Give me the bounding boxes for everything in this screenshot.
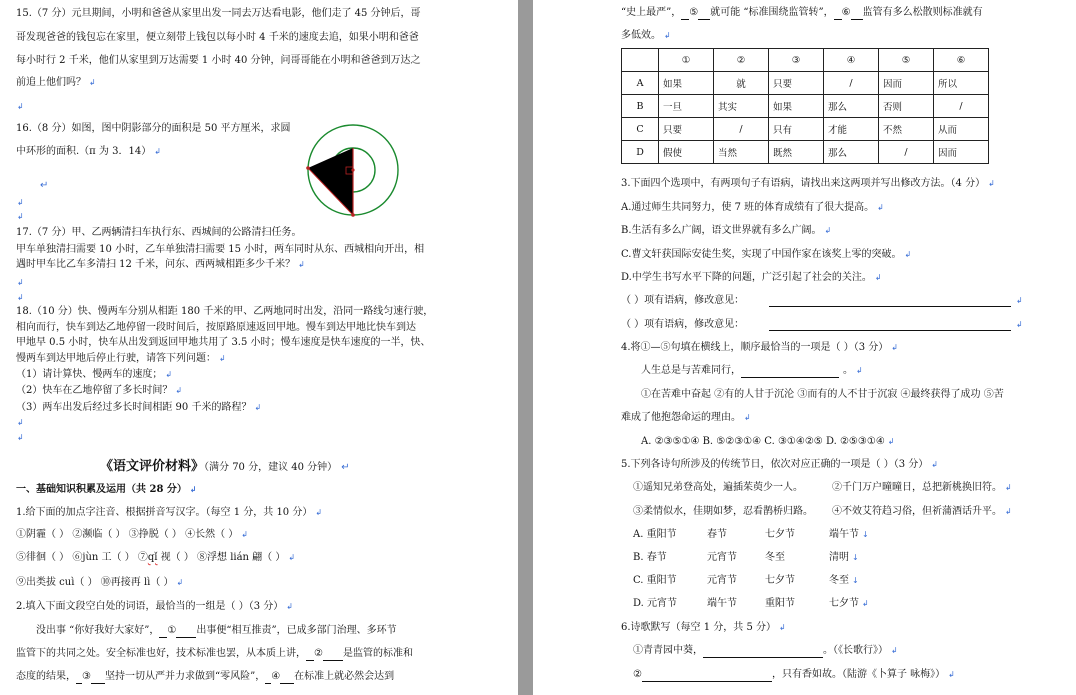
q2-line-1-b: 出事便“相互推责”，已成多部门治理、多环节 bbox=[196, 625, 397, 636]
q1-row-2-a: ⑤徘徊（ ） ⑥jùn 工（ ） ⑦ bbox=[16, 552, 148, 563]
paragraph-mark-icon: ↲ bbox=[17, 198, 24, 207]
paragraph-mark-icon: ↲ bbox=[288, 553, 296, 562]
table-cell: 只有 bbox=[769, 118, 824, 141]
paragraph-mark-icon: ↲ bbox=[664, 31, 671, 40]
q18-line-4 bbox=[16, 352, 226, 366]
blank-number-4: ④ bbox=[271, 671, 281, 682]
table-cell: 那么 bbox=[824, 95, 879, 118]
q6-line-1-b: 。（《长歌行》） bbox=[823, 645, 888, 656]
q5-choice-d-col2: 端午节 bbox=[707, 598, 737, 609]
q15-line-1: 15.（7 分）元旦期间，小明和爸爸从家里出发一同去万达看电影，他们走了 45 分钟后，哥 bbox=[16, 8, 421, 19]
q1-stem bbox=[16, 506, 322, 520]
blank[interactable] bbox=[851, 8, 863, 20]
q1-row-3-text: ⑨出类拔 cuì（ ） ⑩再接再 lì（ ） bbox=[16, 577, 174, 588]
q3-fix-line-2: （ ）项有语病，修改意见： bbox=[621, 319, 745, 330]
paragraph-mark-icon: ↲ bbox=[948, 670, 955, 679]
paragraph-mark-icon: ↲ bbox=[862, 599, 869, 608]
q6-line-1 bbox=[633, 644, 898, 658]
q17-line-1: 17.（7 分）甲、乙两辆清扫车执行东、西城间的公路清扫任务。 bbox=[16, 227, 302, 238]
q18-line-3: 甲地早 0.5 小时，快车从出发到返回甲地共用了 3.5 小时；慢车速度是快车速度的一半，快、 bbox=[16, 337, 431, 348]
q5-choice-c-col4-text: 冬至 bbox=[829, 575, 849, 586]
table-cell: A bbox=[622, 72, 659, 95]
table-cell: ④ bbox=[824, 49, 879, 72]
q5-choice-d-col4-text: 七夕节 bbox=[829, 598, 859, 609]
q3-stem bbox=[621, 177, 995, 191]
table-cell: / bbox=[824, 72, 879, 95]
q5-choice-b-col2: 元宵节 bbox=[707, 552, 737, 563]
q6-stem-text: 6.诗歌默写（每空 1 分，共 5 分） bbox=[621, 622, 776, 633]
q2-line-1 bbox=[36, 624, 397, 638]
paragraph-mark-icon: ↲ bbox=[165, 370, 173, 379]
q4-line bbox=[641, 364, 863, 378]
q4-stem-text: 4.将①—⑤句填在横线上，顺序最恰当的一项是（ ）（3 分） bbox=[621, 342, 889, 353]
q2-options-table bbox=[621, 48, 989, 164]
blank-number-1: ① bbox=[167, 625, 177, 636]
q2-cont-line-2-text: 多低效。 bbox=[621, 30, 661, 41]
paragraph-mark-icon: ↲ bbox=[1016, 296, 1023, 305]
q5-choice-a-col1: A. 重阳节 bbox=[633, 529, 677, 540]
paragraph-mark-icon: ↲ bbox=[219, 354, 226, 363]
table-header-row bbox=[622, 49, 989, 72]
table-cell: D bbox=[622, 141, 659, 164]
point-left bbox=[306, 166, 310, 170]
answer-line[interactable] bbox=[769, 330, 1011, 331]
table-cell: ② bbox=[714, 49, 769, 72]
q1-row-2 bbox=[16, 551, 295, 565]
paragraph-mark-icon: ↲ bbox=[17, 418, 24, 427]
q5-poem-4-text: ④不效艾符趋习俗，但祈蒲酒话升平。 bbox=[832, 506, 1002, 517]
q4-sentences-2-text: 难成了他抱怨命运的理由。 bbox=[621, 412, 741, 423]
q4-stem bbox=[621, 341, 898, 355]
q18-line-6-text: （2）快车在乙地停留了多长时间？ bbox=[16, 385, 173, 396]
table-row bbox=[622, 141, 989, 164]
blank[interactable] bbox=[176, 626, 196, 638]
paragraph-mark-icon: ↲ bbox=[298, 260, 305, 269]
table-row bbox=[622, 95, 989, 118]
paragraph-mark-icon: ↲ bbox=[315, 508, 323, 517]
shaded-triangle bbox=[308, 148, 353, 215]
paragraph-mark-icon: ↲ bbox=[254, 403, 262, 412]
table-cell: 才能 bbox=[824, 118, 879, 141]
paragraph-mark-icon: ↓ bbox=[862, 530, 869, 539]
q4-sentences-1: ①在苦难中奋起 ②有的人甘于沉沦 ③而有的人不甘于沉寂 ④最终获得了成功 ⑤苦 bbox=[641, 389, 1004, 400]
paragraph-mark-icon: ↲ bbox=[17, 433, 24, 442]
table-cell: 当然 bbox=[714, 141, 769, 164]
q5-choice-d-col4 bbox=[829, 597, 869, 611]
q15-line-3: 每小时行 2 千米，他们从家里到万达需要 1 小时 40 分钟，问哥哥能在小明和爸爸到万达之 bbox=[16, 55, 421, 66]
q4-choices bbox=[641, 435, 895, 449]
q5-choice-b-col4-text: 清明 bbox=[829, 552, 849, 563]
point-bottom bbox=[351, 213, 355, 217]
q2-cont-a: “史上最严”， bbox=[621, 7, 682, 18]
q1-stem-text: 1.给下面的加点字注音、根据拼音写汉字。（每空 1 分，共 10 分） bbox=[16, 507, 313, 518]
q2-stem-text: 2.填入下面文段空白处的词语，最恰当的一组是（ ）（3 分） bbox=[16, 601, 284, 612]
q1-row-1-text: ①阴霾（ ） ②濒临（ ） ③挣脱（ ） ④长然（ ） bbox=[16, 529, 239, 540]
q3-option-c-text: C.曹文轩获国际安徒生奖，实现了中国作家在该奖上零的突破。 bbox=[621, 249, 902, 260]
q16-line-2 bbox=[16, 145, 161, 159]
paragraph-mark-icon: ↲ bbox=[877, 203, 884, 212]
section-1-heading-text: 一、基础知识积累及运用（共 28 分） bbox=[16, 484, 187, 495]
q2-line-3-a: 态度的结果， bbox=[16, 671, 76, 682]
q3-option-b bbox=[621, 224, 831, 238]
paragraph-mark-icon: ↲ bbox=[891, 646, 898, 655]
q18-line-5 bbox=[16, 368, 172, 382]
q4-sentences-2 bbox=[621, 411, 751, 425]
q5-choice-a-col2: 春节 bbox=[707, 529, 727, 540]
paragraph-mark-icon: ↵ bbox=[40, 180, 49, 191]
q16-line-2-text: 中环形的面积.（π 为 3．14） bbox=[16, 146, 152, 157]
q2-continued-line-1 bbox=[621, 6, 983, 20]
q5-poem-4 bbox=[832, 505, 1012, 519]
answer-line[interactable] bbox=[769, 306, 1011, 307]
paragraph-mark-icon: ↲ bbox=[1005, 483, 1012, 492]
q5-poem-2 bbox=[832, 481, 1012, 495]
blank[interactable] bbox=[91, 672, 105, 684]
q5-choice-a-col3: 七夕节 bbox=[765, 529, 795, 540]
blank-number-6: ⑥ bbox=[841, 7, 851, 18]
paragraph-mark-icon: ↲ bbox=[175, 386, 183, 395]
paragraph-mark-icon: ↲ bbox=[988, 179, 995, 188]
document-page-right bbox=[533, 0, 1076, 695]
paragraph-mark-icon: ↲ bbox=[17, 102, 24, 111]
q5-choice-c-col4 bbox=[829, 574, 859, 588]
blank[interactable] bbox=[323, 649, 343, 661]
q5-choice-d-col3: 重阳节 bbox=[765, 598, 795, 609]
q18-line-5-text: （1）请计算快、慢两车的速度； bbox=[16, 369, 163, 380]
paragraph-mark-icon: ↵ bbox=[341, 462, 350, 473]
q18-line-2: 相向而行，快车到达乙地停留一段时间后，按原路原速返回甲地。慢车到达甲地比快车到达 bbox=[16, 322, 416, 333]
q5-choice-c-col1: C. 重阳节 bbox=[633, 575, 677, 586]
q15-line-4 bbox=[16, 76, 96, 90]
paragraph-mark-icon: ↲ bbox=[89, 78, 96, 87]
table-cell: 既然 bbox=[769, 141, 824, 164]
blank[interactable] bbox=[834, 8, 842, 20]
q3-option-d bbox=[621, 271, 882, 285]
paragraph-mark-icon: ↲ bbox=[17, 278, 24, 287]
center-point bbox=[351, 168, 354, 171]
paragraph-mark-icon: ↲ bbox=[824, 226, 832, 235]
paragraph-mark-icon: ↲ bbox=[856, 366, 863, 375]
table-cell: 就 bbox=[714, 72, 769, 95]
table-cell: 如果 bbox=[659, 72, 714, 95]
q17-line-3 bbox=[16, 258, 305, 272]
table-row bbox=[622, 72, 989, 95]
paragraph-mark-icon: ↲ bbox=[176, 578, 184, 587]
table-cell: 因而 bbox=[879, 72, 934, 95]
q15-line-2: 哥发现爸爸的钱包忘在家里，便立刻带上钱包以每小时 4 千米的速度去追，如果小明和爸爸 bbox=[16, 32, 419, 43]
table-cell: 从而 bbox=[934, 118, 989, 141]
table-row bbox=[622, 118, 989, 141]
q5-choice-b-col1: B. 春节 bbox=[633, 552, 667, 563]
exam-title-text: 《语文评价材料》 bbox=[100, 459, 205, 474]
q18-line-7-text: （3）两车出发后经过多长时间相距 90 千米的路程？ bbox=[16, 402, 252, 413]
paragraph-mark-icon: ↲ bbox=[887, 437, 895, 446]
q2-line-2-b: 是监管的标准和 bbox=[342, 648, 413, 659]
table-cell: 所以 bbox=[934, 72, 989, 95]
q6-line-1-a: ①青青园中葵， bbox=[633, 645, 703, 656]
table-cell: 假使 bbox=[659, 141, 714, 164]
q1-row-2-wavy: qǐ bbox=[147, 552, 158, 563]
paragraph-mark-icon: ↲ bbox=[778, 623, 786, 632]
q5-choice-a-col4-text: 端午节 bbox=[829, 529, 859, 540]
q5-poem-1: ①遥知兄弟登高处，遍插茱萸少一人。 bbox=[633, 482, 803, 493]
q3-option-a bbox=[621, 201, 884, 215]
paragraph-mark-icon: ↲ bbox=[17, 293, 24, 302]
document-page-left bbox=[0, 0, 518, 695]
q5-choice-c-col2: 元宵节 bbox=[707, 575, 737, 586]
q2-line-2-a: 监管下的共同之处。安全标准也好，技术标准也罢，从本质上讲， bbox=[16, 648, 306, 659]
table-cell: 一旦 bbox=[659, 95, 714, 118]
q18-line-6 bbox=[16, 384, 182, 398]
table-cell bbox=[622, 49, 659, 72]
q3-stem-text: 3.下面四个选项中，有两项句子有语病，请找出来这两项并写出修改方法。（4 分） bbox=[621, 178, 986, 189]
annulus-figure bbox=[306, 120, 402, 220]
q2-line-3 bbox=[16, 670, 394, 684]
table-cell: B bbox=[622, 95, 659, 118]
q2-line-1-a: 没出事 “你好我好大家好”， bbox=[36, 625, 160, 636]
q17-line-3-text: 遇时甲车比乙车多清扫 12 千米，问东、西两城相距多少千米？ bbox=[16, 259, 296, 270]
table-cell: 只要 bbox=[659, 118, 714, 141]
blank[interactable] bbox=[642, 670, 772, 682]
blank-number-2: ② bbox=[314, 648, 323, 659]
q1-row-3 bbox=[16, 576, 183, 590]
table-cell: 因而 bbox=[934, 141, 989, 164]
q18-line-1: 18.（10 分）快、慢两车分别从相距 180 千米的甲、乙两地同时出发，沿同一路线匀速行驶， bbox=[16, 306, 434, 317]
paragraph-mark-icon: ↲ bbox=[891, 343, 898, 352]
q2-continued-line-2 bbox=[621, 29, 671, 43]
blank[interactable] bbox=[698, 8, 710, 20]
q18-line-4-text: 慢两车到达甲地后停止行驶，请答下列问题： bbox=[16, 353, 216, 364]
q5-choice-c-col3: 七夕节 bbox=[765, 575, 795, 586]
q1-row-1 bbox=[16, 528, 248, 542]
table-cell: / bbox=[714, 118, 769, 141]
blank[interactable] bbox=[741, 366, 839, 378]
paragraph-mark-icon: ↲ bbox=[286, 602, 293, 611]
q5-choice-b-col4 bbox=[829, 551, 859, 565]
q3-option-d-text: D.中学生书写水平下降的问题，广泛引起了社会的关注。 bbox=[621, 272, 872, 283]
table-cell: ⑤ bbox=[879, 49, 934, 72]
paragraph-mark-icon: ↲ bbox=[241, 530, 248, 539]
paragraph-mark-icon: ↲ bbox=[904, 250, 912, 259]
q3-option-b-text: B.生活有多么广阔，语文世界就有多么广阔。 bbox=[621, 225, 822, 236]
table-cell: / bbox=[879, 141, 934, 164]
table-cell: ① bbox=[659, 49, 714, 72]
q6-line-2-a: ② bbox=[633, 669, 642, 680]
paragraph-mark-icon: ↲ bbox=[874, 273, 882, 282]
paragraph-mark-icon: ↲ bbox=[17, 212, 24, 221]
table-cell: 不然 bbox=[879, 118, 934, 141]
blank-number-3: ③ bbox=[82, 671, 91, 682]
paragraph-mark-icon: ↲ bbox=[189, 485, 197, 494]
table-cell: / bbox=[934, 95, 989, 118]
q2-stem bbox=[16, 600, 293, 614]
table-cell: 只要 bbox=[769, 72, 824, 95]
table-cell: 那么 bbox=[824, 141, 879, 164]
section-1-heading bbox=[16, 483, 197, 497]
q3-option-c bbox=[621, 248, 911, 262]
q5-choice-b-col3: 冬至 bbox=[765, 552, 785, 563]
table-cell: 其实 bbox=[714, 95, 769, 118]
q6-line-2 bbox=[633, 668, 955, 682]
q2-cont-b: 就可能 “标准围绕监管转”， bbox=[710, 7, 834, 18]
paragraph-mark-icon: ↲ bbox=[154, 147, 161, 156]
full-stop: 。 bbox=[843, 365, 853, 376]
paragraph-mark-icon: ↲ bbox=[744, 413, 751, 422]
table-cell: ③ bbox=[769, 49, 824, 72]
blank[interactable] bbox=[703, 646, 823, 658]
q18-line-7 bbox=[16, 401, 261, 415]
q2-line-2 bbox=[16, 647, 413, 661]
table-cell: 否则 bbox=[879, 95, 934, 118]
q5-poem-3: ③柔情似水，佳期如梦，忍看鹊桥归路。 bbox=[633, 506, 813, 517]
q5-poem-2-text: ②千门万户曈曈日，总把新桃换旧符。 bbox=[832, 482, 1002, 493]
paragraph-mark-icon: ↓ bbox=[852, 553, 859, 562]
q4-choices-text: A. ②③⑤①④ B. ⑤②③①④ C. ③①④②⑤ D. ②⑤③①④ bbox=[641, 436, 885, 447]
blank[interactable] bbox=[280, 672, 294, 684]
q5-choice-a-col4 bbox=[829, 528, 869, 542]
q5-stem-text: 5.下列各诗句所涉及的传统节日，依次对应正确的一项是（ ）（3 分） bbox=[621, 459, 929, 470]
q2-cont-c: 监管有多么松散则标准就有 bbox=[862, 7, 983, 18]
paragraph-mark-icon: ↲ bbox=[931, 460, 938, 469]
q3-option-a-text: A.通过师生共同努力，使 7 班的体育成绩有了很大提高。 bbox=[621, 202, 875, 213]
table-cell: C bbox=[622, 118, 659, 141]
q5-choice-d-col1: D. 元宵节 bbox=[633, 598, 678, 609]
q17-line-2: 甲车单独清扫需要 10 小时，乙车单独清扫需要 15 小时，两车同时从东、西城相向开出，相 bbox=[16, 244, 425, 255]
q16-line-1: 16.（8 分）如图，图中阴影部分的面积是 50 平方厘米，求圆 bbox=[16, 123, 291, 134]
q4-line-text: 人生总是与苦难同行， bbox=[641, 365, 741, 376]
table-cell: ⑥ bbox=[934, 49, 989, 72]
q1-row-2-b: 视（ ） ⑧浮想 lián 翩（ ） bbox=[157, 552, 286, 563]
blank-number-5: ⑤ bbox=[689, 7, 699, 18]
q6-line-2-b: ，只有香如故。（陆游《卜算子 咏梅》） bbox=[771, 669, 946, 680]
q5-stem bbox=[621, 458, 938, 472]
exam-title-note: （满分 70 分，建议 40 分钟） bbox=[204, 462, 338, 473]
q3-fix-line-1: （ ）项有语病，修改意见： bbox=[621, 295, 745, 306]
q2-line-3-b: 坚持一切从严并力求做到“零风险”， bbox=[104, 671, 266, 682]
paragraph-mark-icon: ↓ bbox=[852, 576, 859, 585]
exam-title bbox=[100, 455, 350, 474]
table-cell: 如果 bbox=[769, 95, 824, 118]
blank[interactable] bbox=[306, 649, 314, 661]
q6-stem bbox=[621, 621, 786, 635]
q15-line-4-text: 前追上他们吗？ bbox=[16, 77, 86, 88]
paragraph-mark-icon: ↲ bbox=[1005, 507, 1012, 516]
paragraph-mark-icon: ↲ bbox=[1016, 320, 1023, 329]
q2-line-3-c: 在标准上就必然会达到 bbox=[294, 671, 395, 682]
